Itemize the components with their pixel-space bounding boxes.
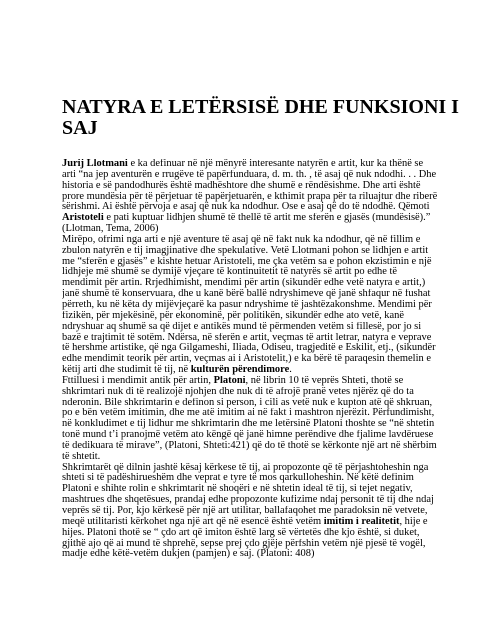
document-body [62, 159, 458, 560]
text-line [62, 257, 458, 268]
text-run: arti “na jep aventurën e rrugëve të papërfunduara, d. m. th. , të asaj që nuk ndodhi. . . Dhe [62, 169, 437, 180]
text-line [62, 549, 458, 560]
text-run: ndryshuar aq shumë sa që dijet e antikës mund të përmenden vetëm si fillesë, por jo si [62, 321, 422, 332]
text-run: Shkrimtarët që dilnin jashtë kësaj kërkese të tij, ai propozonte që të përjashtoheshin nga [62, 462, 429, 473]
document-title: NATYRA E LETËRSISË DHE FUNKSIONI I SAJ [62, 96, 459, 139]
text-line [62, 343, 458, 354]
text-line [62, 278, 458, 289]
text-run: Platoni e shihte rolin e shkrimtarit në shoqëri e në shtetin ideal të tij, si tejet negativ, [62, 484, 413, 495]
text-run: gjithë ajo që ai mund të shprehë, sepse prej çdo gjëje përfshin vetëm një pjesë të vogël, [62, 538, 426, 549]
text-run: prore mundësia për të përjetuar të papërjetuarën, e kthimit prapa për ta riluajtur dhe riberë [62, 191, 438, 202]
text-run: bazë e trajtimit të sotëm. Ndërsa, në sferën e artit, veçmas të artit letrar, natyra e veprave [62, 332, 432, 343]
text-run: mashtrues dhe shqetësues, prandaj edhe propozonte kufizime ndaj personit të tij dhe ndaj [62, 495, 434, 506]
text-line [62, 506, 458, 517]
text-line [62, 539, 458, 550]
text-line [62, 430, 458, 441]
bold-text: imitim i realitetit [323, 516, 400, 527]
text-line [62, 463, 458, 474]
text-run: të shtetit. [62, 451, 101, 462]
text-line [62, 398, 458, 409]
text-line [62, 365, 458, 376]
text-run: shkrimtari nuk di të realizojë njohjen dhe nuk di të afrojë pranë vetes njërëz që do ta [62, 386, 414, 397]
text-run: (Llotman, Tema, 2006) [62, 224, 159, 235]
text-run: veprës së tij. Por, kjo kërkesë për një art utilitar, ballafaqohet me paradoksin në vetvete, [62, 506, 428, 516]
text-run: të dedikuara të mirave”, (Platoni, Shteti:421) që do të thotë se kërkonte një art në shërbim [62, 440, 437, 451]
text-run: , hije e [399, 516, 428, 527]
text-run: edhe mendimit teorik për artin, veçmas ai i Aristotelit,) e ka bërë të paraqesin themelin e [62, 354, 431, 365]
bold-text: kulturën përendimore [190, 365, 290, 376]
text-line [62, 181, 458, 192]
text-run: e pati kuptuar lidhjen shumë të thellë të artit me sferën e gjasës (mundësisë).” [103, 213, 431, 224]
text-line [62, 473, 458, 484]
text-run: lidhjeje më shumë se dymijë vjeçare të kontinuitetit të natyrës së artit po edhe të [62, 267, 398, 278]
text-line [62, 452, 458, 463]
text-line [62, 170, 458, 181]
text-line [62, 419, 458, 430]
text-line [62, 159, 458, 170]
text-line [62, 528, 458, 539]
text-run: . [289, 365, 292, 376]
text-line [62, 289, 458, 300]
text-line [62, 354, 458, 365]
text-line [62, 408, 458, 419]
text-line [62, 441, 458, 452]
bold-text: Jurij Llotmani [62, 159, 128, 169]
paragraph [62, 376, 458, 463]
text-run: këtij arti dhe studimit të tij, në [62, 365, 191, 376]
text-line [62, 333, 458, 344]
text-run: madje edhe këtë-vetëm dukjen (pamjen) e saj. (Platoni: 408) [62, 549, 315, 560]
text-line [62, 267, 458, 278]
text-line [62, 311, 458, 322]
paragraph [62, 463, 458, 561]
text-run: janë shumë të konservuara, dhe u kanë bërë ballë ndryshimeve që janë shfaqur në fushat [62, 289, 431, 300]
text-line [62, 300, 458, 311]
text-line [62, 224, 458, 235]
text-run: sërishmi. Ai është përvoja e asaj që nuk ka ndodhur. Ose e asaj që do të ndodhë. Qëmoti [62, 202, 430, 213]
text-line [62, 213, 458, 224]
text-run: zbulon natyrën e tij imagjinative dhe spekulative. Vetë Llotmani pohon se lidhjen e artit [62, 245, 429, 256]
text-line [62, 235, 458, 246]
text-line [62, 192, 458, 203]
text-run: Mirëpo, ofrimi nga arti e një aventure të asaj që në fakt nuk ka ndodhur, që në fillim e [62, 234, 421, 245]
text-run: mendimit për artin. Rrjedhimisht, mendimi për artin (sikundër edhe vetë natyra e artit,) [62, 278, 426, 289]
text-run: me “sferën e gjasës” e kishte hetuar Aristoteli, me çka vetëm sa e pohon ekzistimin e një [62, 256, 432, 267]
text-line [62, 484, 458, 495]
text-run: përreth, ku në këta dy mijëvjeçarë ka pasur ndryshime të jashtëzakonshme. Mendimi për [62, 299, 432, 310]
paragraph [62, 159, 458, 235]
text-run: nderonin. Bile shkrimtarin e definon si person, i cili as vetë nuk e kupton atë që shkruan, [62, 397, 433, 408]
text-run: , në librin 10 të veprës Shteti, thotë se [245, 375, 404, 386]
text-line [62, 495, 458, 506]
text-line [62, 246, 458, 257]
text-run: shteti si të padëshirueshëm dhe veprat e tyre të mos qarkulloheshin. Në këtë definim [62, 473, 414, 484]
bold-text: Aristoteli [62, 213, 104, 224]
text-run: në konkludimet e tij lidhur me shkrimtarin dhe me letërsinë Platoni thoshte se “në shtetin [62, 419, 435, 430]
text-run: po e bën vetëm imitimin, dhe me atë imitim ai në fakt i mashtron njerëzit. Përfundimisht, [62, 408, 435, 419]
text-run: tonë mund t’i pranojmë vetëm ato këngë që janë himne perëndive dhe fjalime lavdëruese [62, 430, 434, 441]
text-run: të hershme artistike, që nga Gilgameshi, Iliada, Odiseu, tragjeditë e Eskilit, etj., (sikundër [62, 343, 436, 354]
text-line [62, 376, 458, 387]
text-line [62, 387, 458, 398]
text-run: meqë utilitaristi kërkohet nga një art që në esencë është vetëm [62, 516, 324, 527]
paragraph [62, 235, 458, 376]
text-run: historia e së pandodhurës është madhështore dhe shumë e rëndësishme. Dhe arti është [62, 180, 421, 191]
text-line [62, 517, 458, 528]
bold-text: Platoni [213, 375, 246, 386]
text-line [62, 202, 458, 213]
text-run: hijes. Platoni thotë se “ çdo art që imiton është larg së vërtetës dhe kjo është, si duket, [62, 527, 420, 538]
text-run: Fttilluesi i mendimit antik për artin, [62, 375, 214, 386]
text-run: fizikën, për mjekësinë, për ekonominë, për politikën, sikundër edhe ato vetë, kanë [62, 310, 404, 321]
text-line [62, 322, 458, 333]
text-run: e ka definuar në një mënyrë interesante natyrën e artit, kur ka thënë se [127, 159, 424, 169]
